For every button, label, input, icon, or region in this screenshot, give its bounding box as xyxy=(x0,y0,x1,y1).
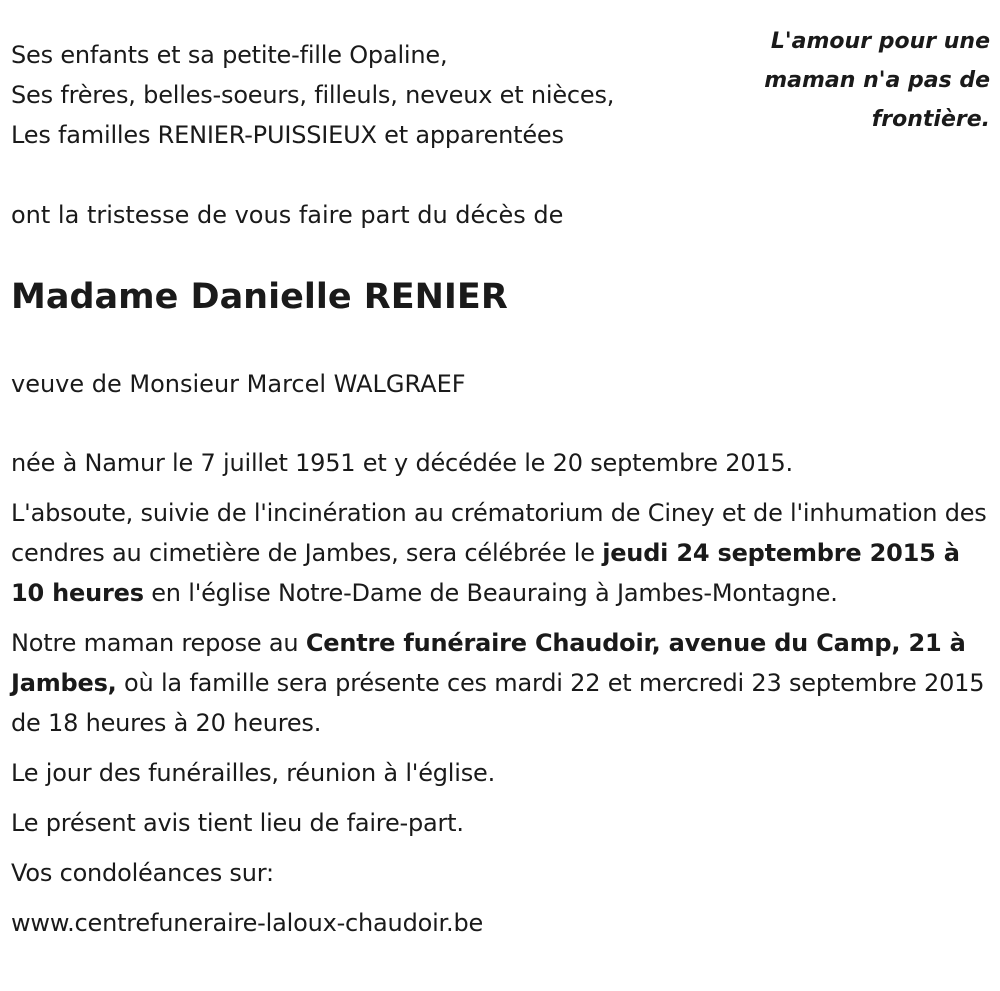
widow-of: veuve de Monsieur Marcel WALGRAEF xyxy=(11,370,466,398)
rest-paragraph xyxy=(11,623,991,743)
ceremony-text: L'absoute, suivie de l'incinération au crématorium de Ciney et de l'inhumation des cendres au cimetière de Jambes, sera célébrée le xyxy=(11,499,987,567)
funeral-home-address: Centre funéraire Chaudoir, avenue du Camp, 21 à Jambes, xyxy=(11,629,966,697)
families-list xyxy=(11,35,614,155)
family-line: Ses enfants et sa petite-fille Opaline, xyxy=(11,41,448,69)
ceremony-paragraph xyxy=(11,493,991,613)
funeral-day-note: Le jour des funérailles, réunion à l'église. xyxy=(11,759,496,787)
epigraph-quote xyxy=(690,22,990,139)
family-line: Les familles RENIER-PUISSIEUX et apparentées xyxy=(11,121,564,149)
quote-line: frontière. xyxy=(871,107,990,132)
condolences-label: Vos condoléances sur: xyxy=(11,859,274,887)
birth-death-dates: née à Namur le 7 juillet 1951 et y décédée le 20 septembre 2015. xyxy=(11,449,793,477)
ceremony-location: en l'église Notre-Dame de Beauraing à Jambes-Montagne. xyxy=(143,579,838,607)
quote-line: L'amour pour une xyxy=(770,29,990,54)
notice-note: Le présent avis tient lieu de faire-part. xyxy=(11,809,464,837)
announcement-intro: ont la tristesse de vous faire part du décès de xyxy=(11,201,564,229)
quote-line: maman n'a pas de xyxy=(764,68,990,93)
condolences-website[interactable]: www.centrefuneraire-laloux-chaudoir.be xyxy=(11,909,484,937)
deceased-name: Madame Danielle RENIER xyxy=(11,277,508,317)
rest-text: Notre maman repose au xyxy=(11,629,306,657)
visiting-hours: où la famille sera présente ces mardi 22 et mercredi 23 septembre 2015 de 18 heures à 20 heures. xyxy=(11,669,985,737)
obituary-body xyxy=(11,443,991,953)
family-line: Ses frères, belles-soeurs, filleuls, neveux et nièces, xyxy=(11,81,615,109)
ceremony-datetime: jeudi 24 septembre 2015 à 10 heures xyxy=(11,539,960,607)
